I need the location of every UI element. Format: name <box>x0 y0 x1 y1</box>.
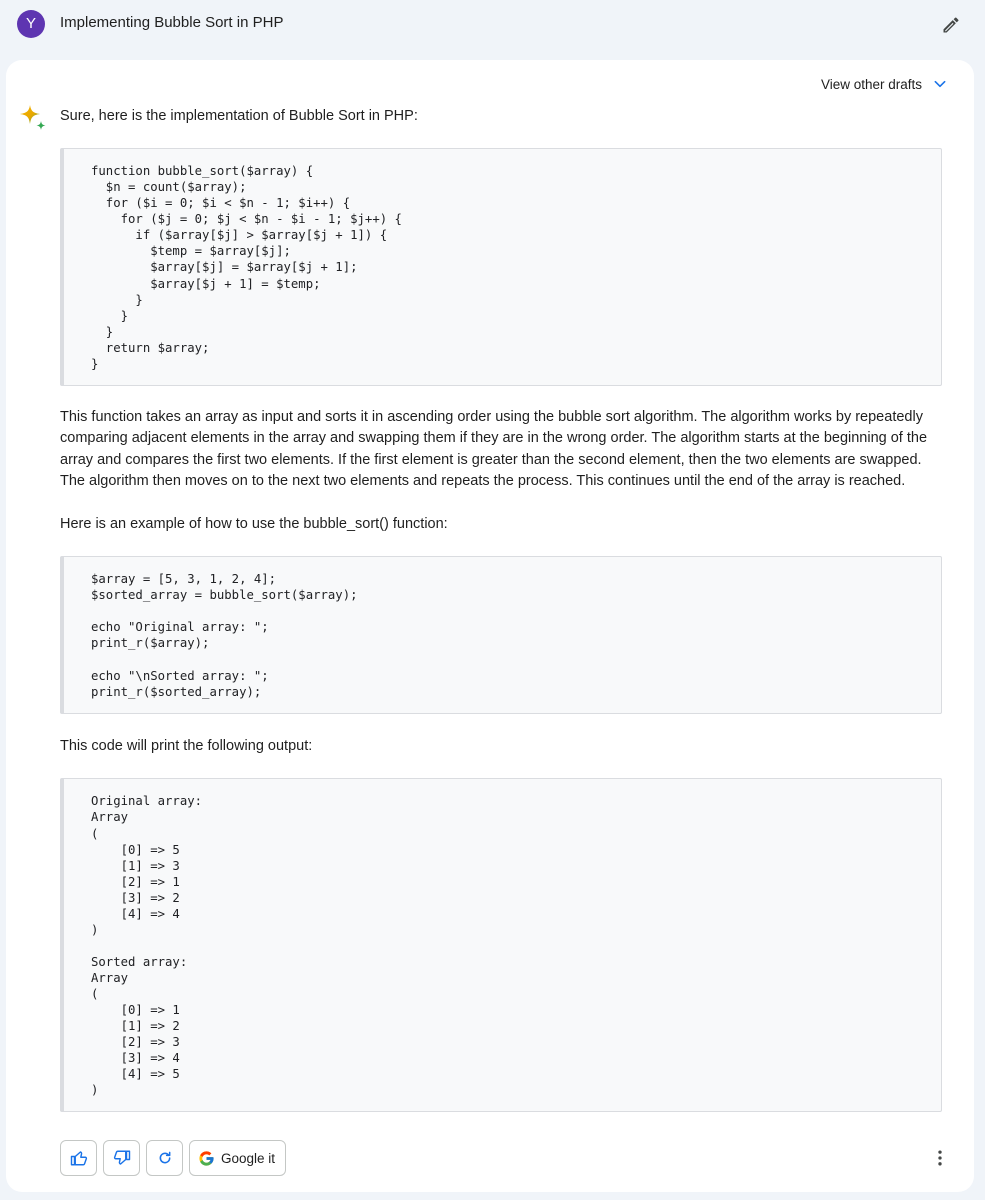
output-intro: This code will print the following output: <box>60 738 313 755</box>
thumbs-up-icon <box>70 1149 88 1167</box>
more-options-button[interactable] <box>928 1146 952 1170</box>
code-block-usage-example: $array = [5, 3, 1, 2, 4]; $sorted_array = bubble_sort($array); echo "Original array: "; print_r($array); echo "\nSorted array: "; print_r($sorted_array); <box>60 556 942 714</box>
thumbs-down-button[interactable] <box>103 1140 140 1176</box>
response-intro: Sure, here is the implementation of Bubble Sort in PHP: <box>60 108 418 124</box>
chevron-down-icon <box>932 76 948 92</box>
thumbs-up-button[interactable] <box>60 1140 97 1176</box>
more-vert-icon <box>930 1148 950 1168</box>
prompt-title: Implementing Bubble Sort in PHP <box>60 14 284 31</box>
code-block-bubble-sort: function bubble_sort($array) { $n = count($array); for ($i = 0; $i < $n - 1; $i++) { for ($j = 0; $j < $n - $i - 1; $j++) { if ($array[$j] > $array[$j + 1]) { $temp = $array[$j]; $array[$j] = $array[$j + 1]; $array[$j + 1] = $temp; } } } return $array; } <box>60 148 942 386</box>
response-card <box>6 60 974 1192</box>
view-other-drafts-label: View other drafts <box>820 76 922 92</box>
sparkle-icon <box>18 104 48 134</box>
response-content <box>60 106 942 1112</box>
regenerate-button[interactable] <box>146 1140 183 1176</box>
thumbs-down-icon <box>113 1149 131 1167</box>
code-block-output: Original array: Array ( [0] => 5 [1] => 3 [2] => 1 [3] => 2 [4] => 4 ) Sorted array: Array ( [0] => 1 [1] => 2 [2] => 3 [3] => 4 [4] => 5 ) <box>60 778 942 1112</box>
pencil-icon <box>941 15 961 35</box>
response-actions <box>60 1140 286 1176</box>
conversation-header <box>0 0 985 48</box>
edit-prompt-button[interactable] <box>938 12 964 38</box>
response-explanation: This function takes an array as input and sorts it in ascending order using the bubble sort algorithm. The algorithm works by repeatedly comparing adjacent elements in the array and swapping them if they are in the wrong order. The algorithm starts at the beginning of the array and compares the first two elements. If the first element is greater than the second element, then the two elements are swapped. The algorithm then moves on to the next two elements and repeats the process. This continues until the end of the array is reached. <box>60 409 928 489</box>
refresh-icon <box>157 1150 173 1166</box>
google-it-label: Google it <box>221 1150 276 1166</box>
user-avatar: Y <box>17 10 45 38</box>
example-intro: Here is an example of how to use the bubble_sort() function: <box>60 516 448 533</box>
google-it-button[interactable] <box>189 1140 286 1176</box>
google-g-icon <box>198 1150 215 1167</box>
view-other-drafts-button[interactable] <box>821 74 948 94</box>
